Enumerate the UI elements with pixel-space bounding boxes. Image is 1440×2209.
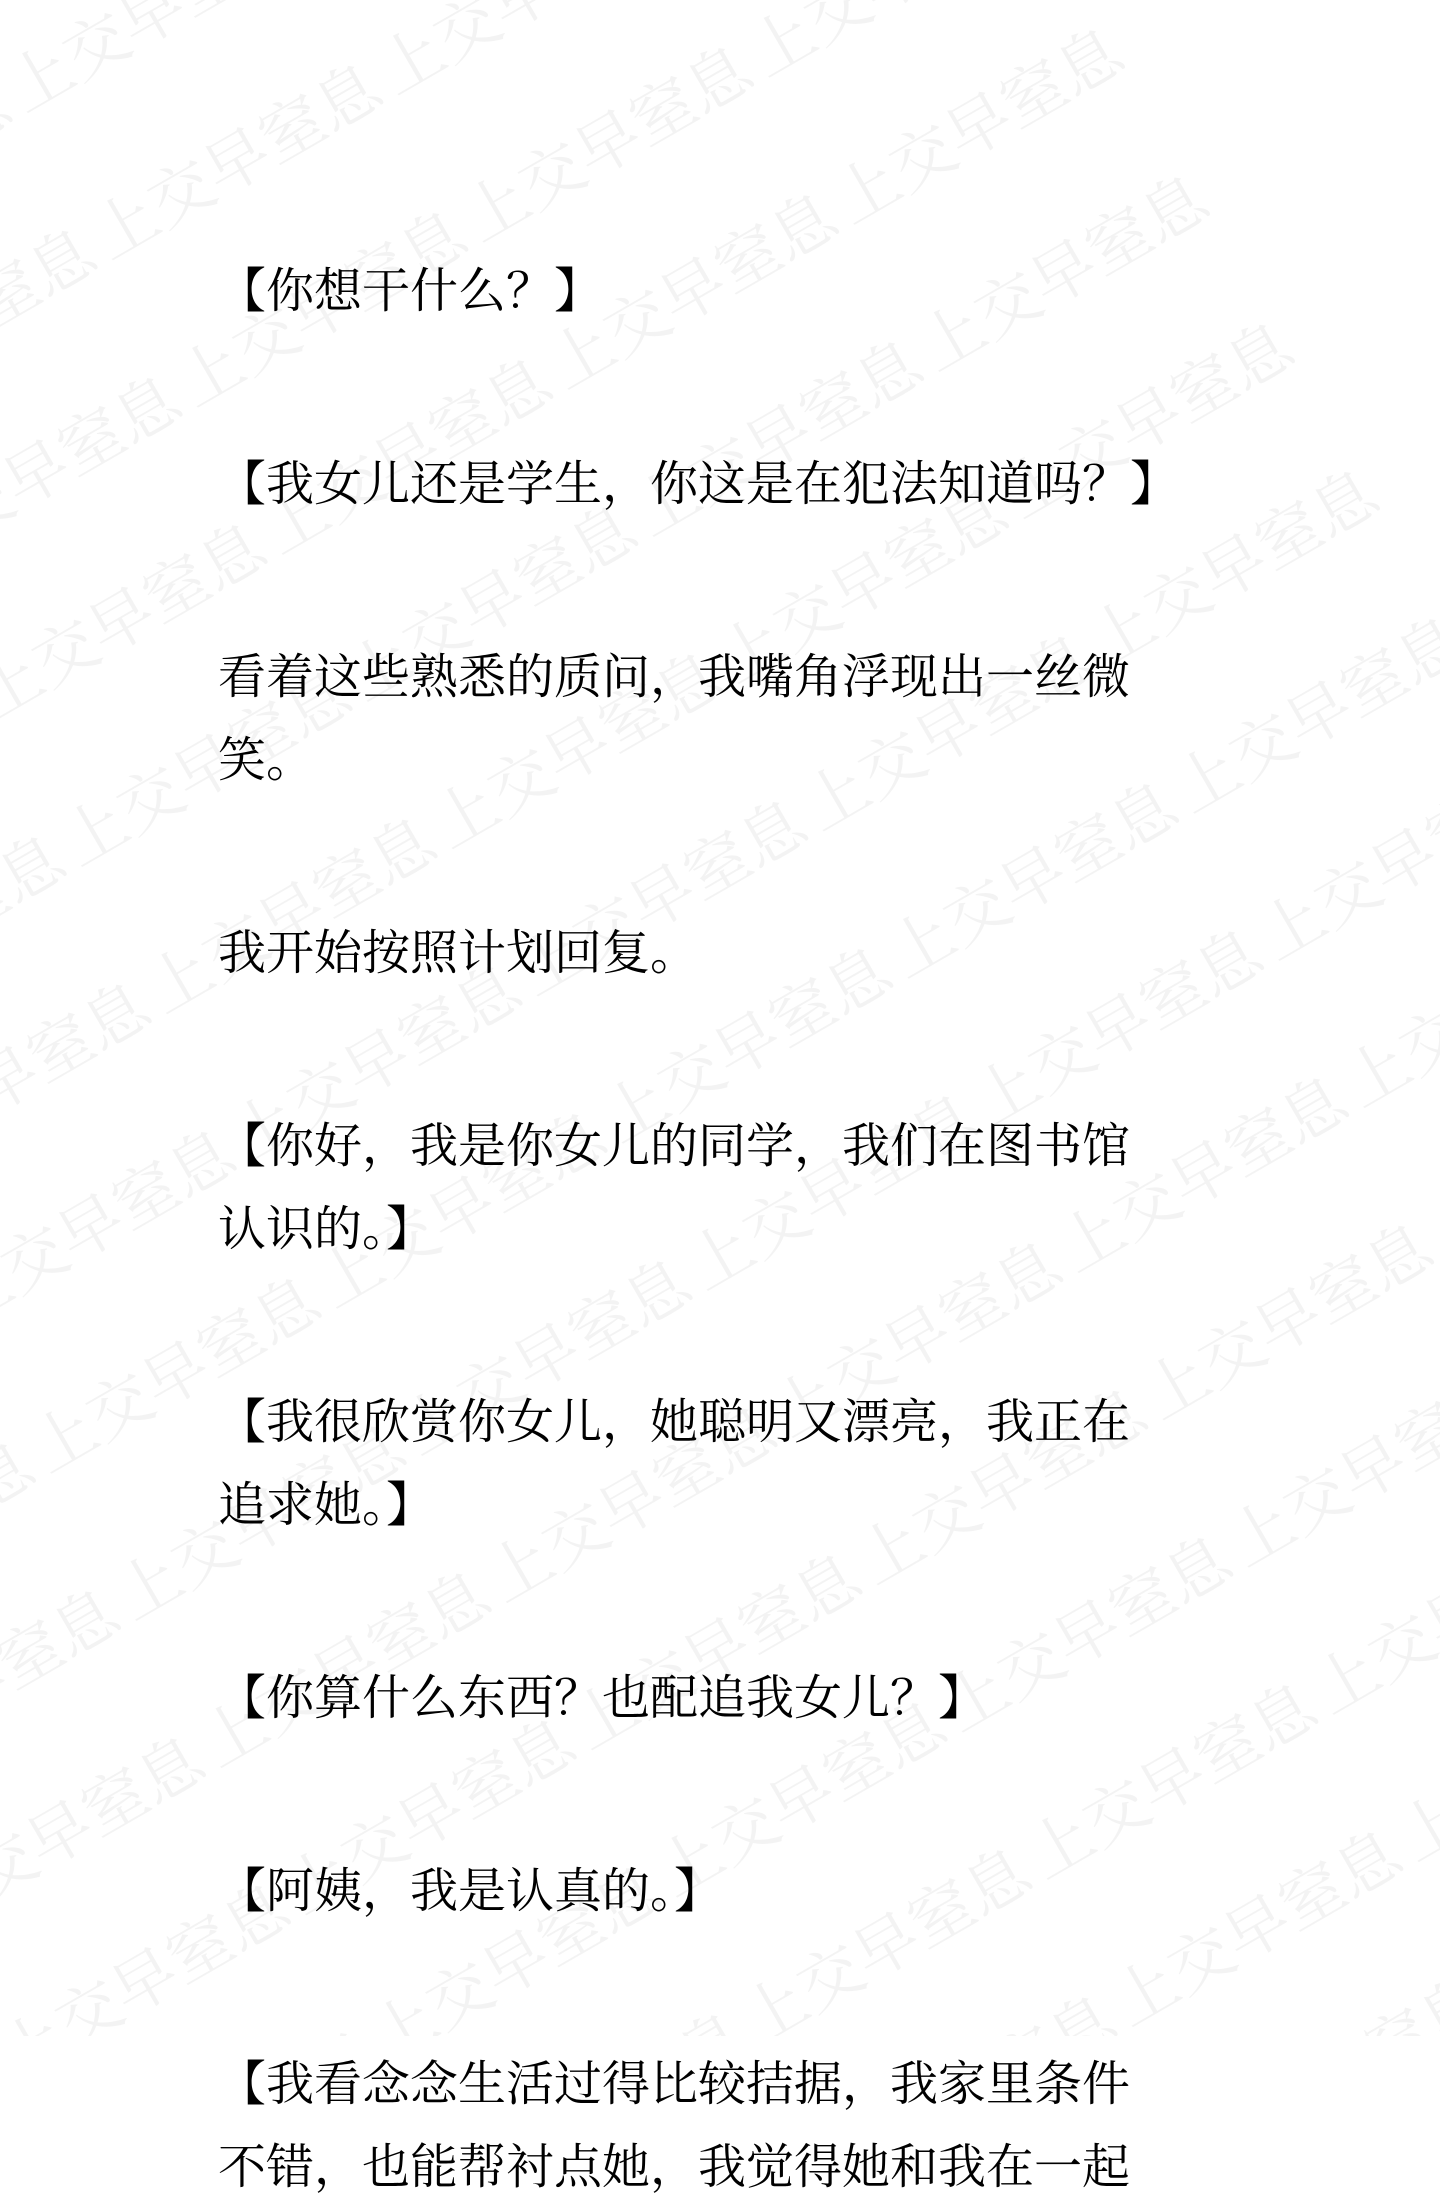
watermark-text — [0, 316, 226, 628]
watermark-text — [0, 0, 342, 169]
paragraph-4: 我开始按照计划回复。 — [218, 925, 699, 981]
watermark-text — [0, 628, 26, 940]
watermark-text — [257, 0, 628, 4]
watermark-text — [1362, 1605, 1440, 1917]
watermark-text — [0, 169, 141, 481]
watermark-text — [0, 775, 111, 1087]
watermark-text — [1223, 704, 1440, 1016]
paragraph-8: 【阿姨，我是认真的。】 — [218, 1863, 723, 1919]
paragraph-5: 【你好，我是你女儿的同学，我们在图书馆 认识的。】 — [218, 1118, 1131, 1257]
watermark-text — [0, 0, 257, 21]
watermark-text — [1393, 999, 1440, 1311]
paragraph-2: 【我女儿还是学生，你这是在犯法知道吗？】 — [218, 456, 1179, 512]
paragraph-9: 【我看念念生活过得比较拮据，我家里条件 不错，也能帮衬点她，我觉得她和我在一起 — [218, 2056, 1131, 2195]
watermark-text — [0, 1382, 80, 1694]
article-body — [218, 250, 1230, 2209]
paragraph-6: 【我很欣赏你女儿，她聪明又漂亮，我正在 追求她。】 — [218, 1394, 1131, 1533]
watermark-text — [1277, 1458, 1440, 1770]
paragraph-7: 【你算什么东西？也配追我女儿？】 — [218, 1670, 987, 1726]
watermark-text — [713, 0, 1084, 133]
watermark-text — [1308, 852, 1440, 1164]
watermark-text — [798, 0, 1169, 280]
watermark-text — [0, 21, 56, 333]
watermark-text — [342, 0, 713, 151]
watermark-text — [0, 1677, 250, 1989]
watermark-text — [0, 1529, 165, 1841]
paragraph-1: 【你想干什么？】 — [218, 263, 603, 319]
watermark-text — [0, 923, 196, 1235]
paragraph-3: 看着这些熟悉的质问，我嘴角浮现出一丝微 笑。 — [218, 649, 1131, 788]
